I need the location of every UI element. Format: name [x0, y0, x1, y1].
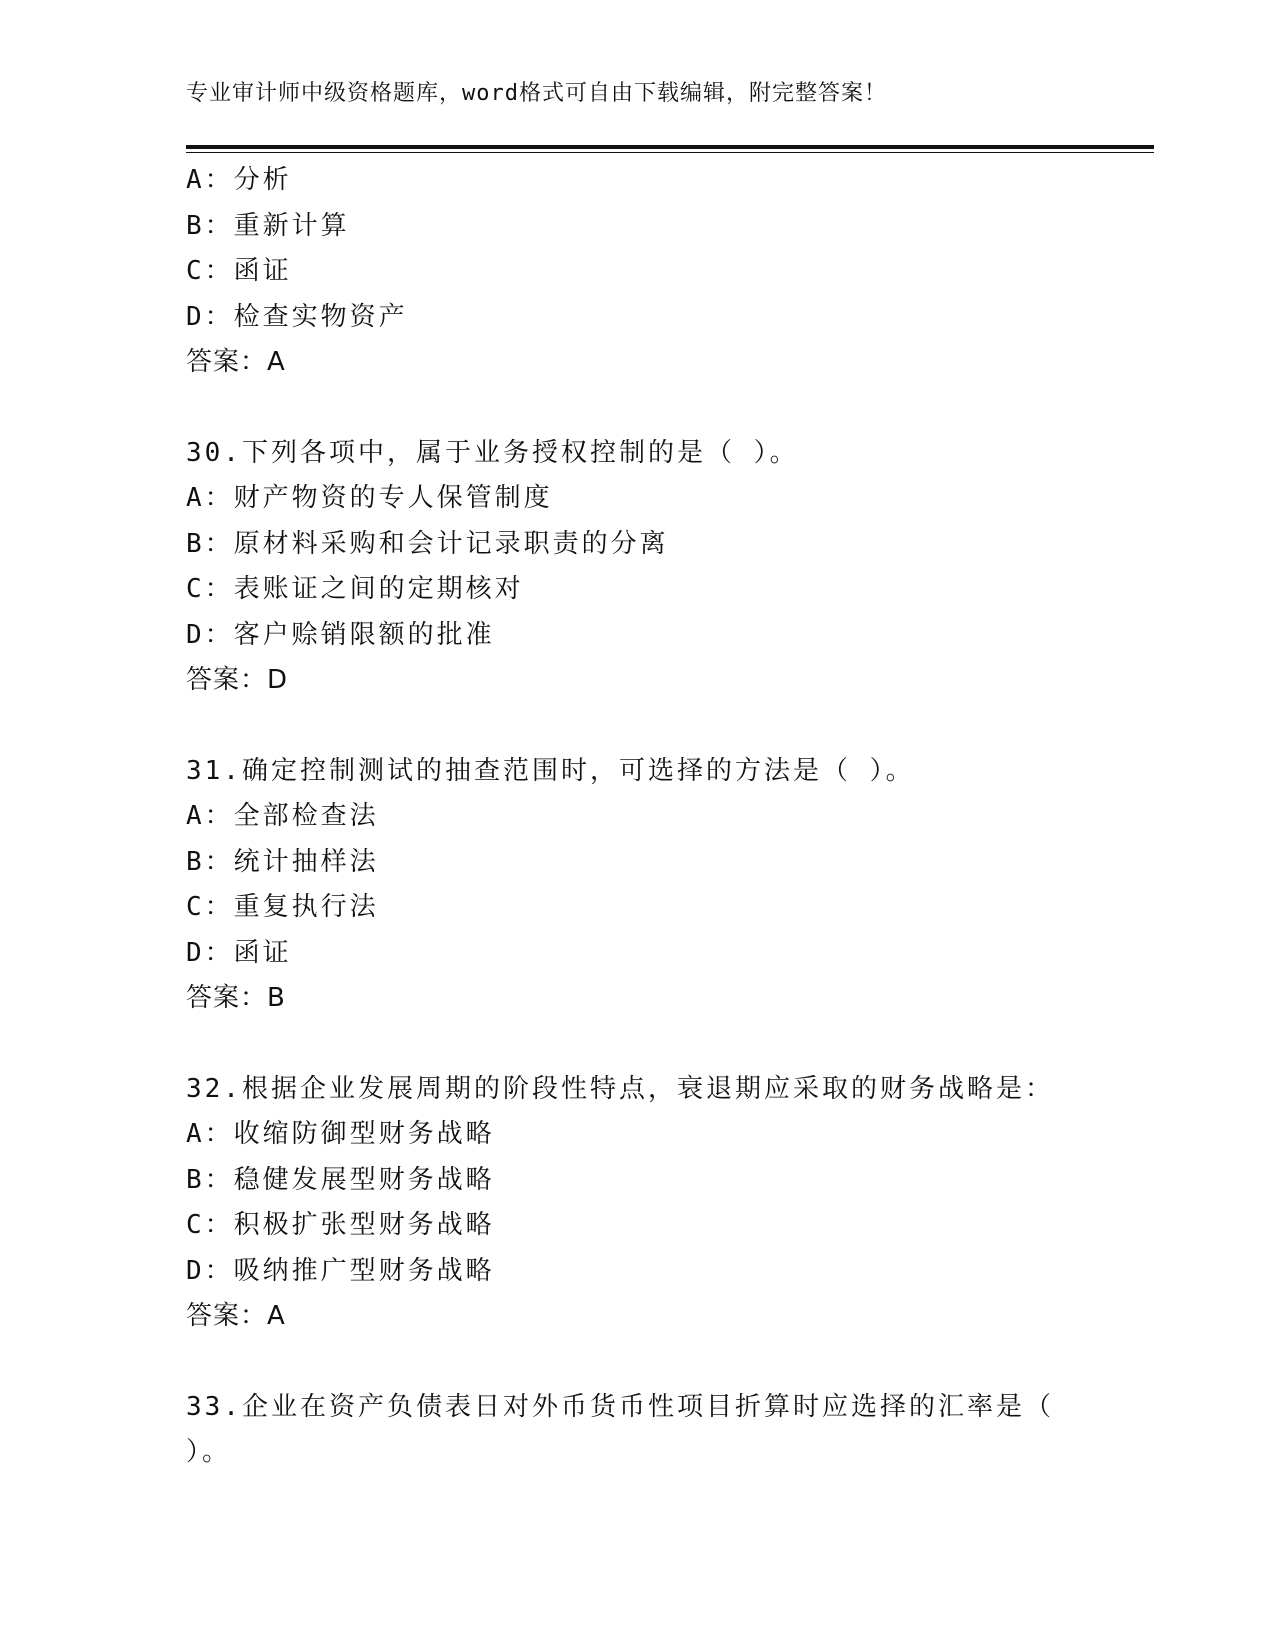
question-content — [186, 158, 1146, 1476]
option-d: D：函证 — [186, 937, 292, 968]
answer: 答案：A — [186, 1301, 286, 1331]
spacer — [186, 386, 1146, 431]
option-c: C：表账证之间的定期核对 — [186, 574, 524, 604]
option-d: D：检查实物资产 — [186, 301, 408, 332]
spacer — [186, 704, 1146, 749]
question-text: 31.确定控制测试的抽查范围时，可选择的方法是（ ）。 — [186, 755, 915, 786]
question-33 — [186, 1385, 1146, 1476]
header-divider-thin — [186, 152, 1154, 153]
answer: 答案：A — [186, 347, 286, 377]
question-text-line-1: 33.企业在资产负债表日对外币货币性项目折算时应选择的汇率是（ — [186, 1391, 1054, 1422]
previous-question-options — [186, 158, 1146, 386]
option-a: A：分析 — [186, 165, 292, 195]
question-text: 32.根据企业发展周期的阶段性特点，衰退期应采取的财务战略是： — [186, 1073, 1054, 1104]
option-b: B：稳健发展型财务战略 — [186, 1164, 495, 1195]
option-b: B：原材料采购和会计记录职责的分离 — [186, 528, 669, 559]
question-32 — [186, 1067, 1146, 1340]
option-c: C：函证 — [186, 256, 292, 286]
option-a: A：收缩防御型财务战略 — [186, 1119, 495, 1149]
question-30 — [186, 431, 1146, 704]
option-a: A：财产物资的专人保管制度 — [186, 483, 553, 513]
option-d: D：客户赊销限额的批准 — [186, 619, 495, 650]
answer: 答案：B — [186, 983, 286, 1013]
question-text: 30.下列各项中，属于业务授权控制的是（ ）。 — [186, 437, 799, 468]
question-text-line-2: ）。 — [186, 1437, 232, 1467]
spacer — [186, 1022, 1146, 1067]
option-d: D：吸纳推广型财务战略 — [186, 1255, 495, 1286]
header-divider-thick — [186, 145, 1154, 149]
page-header: 专业审计师中级资格题库，word格式可自由下载编辑，附完整答案！ — [186, 81, 887, 106]
answer: 答案：D — [186, 665, 289, 695]
option-c: C：积极扩张型财务战略 — [186, 1210, 495, 1240]
option-b: B：统计抽样法 — [186, 846, 379, 877]
option-b: B：重新计算 — [186, 210, 350, 241]
option-c: C：重复执行法 — [186, 892, 379, 922]
option-a: A：全部检查法 — [186, 801, 379, 831]
spacer — [186, 1340, 1146, 1385]
question-31 — [186, 749, 1146, 1022]
